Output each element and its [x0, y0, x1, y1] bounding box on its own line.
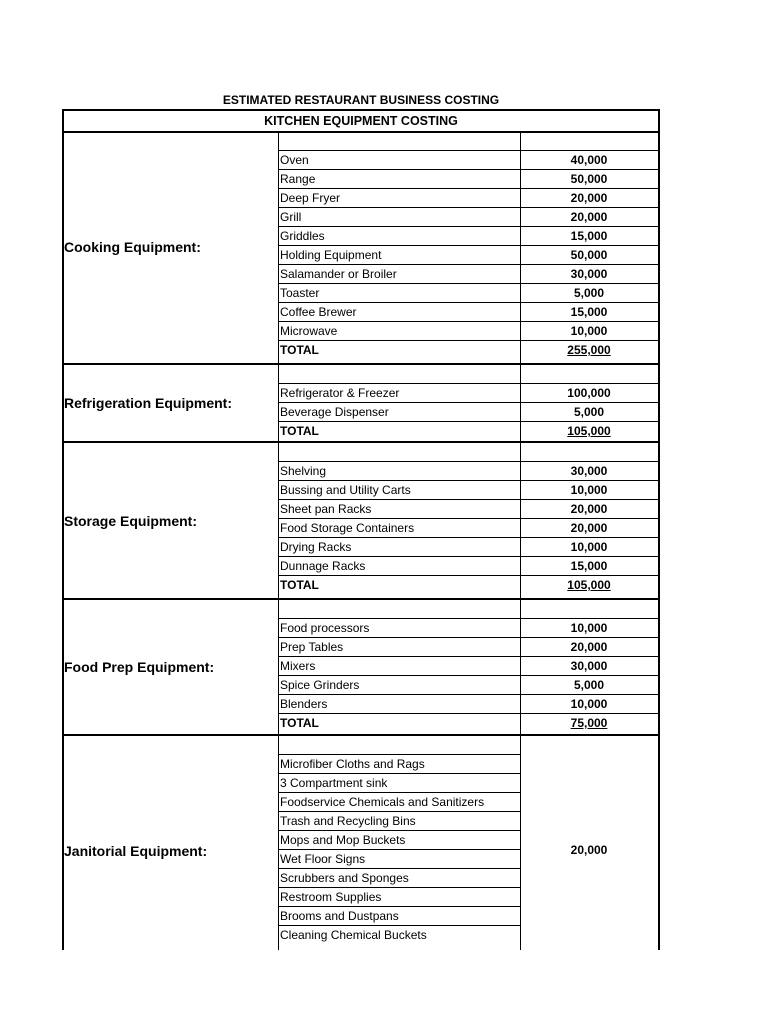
table-row: [278, 461, 658, 481]
total-value: 75,000: [570, 716, 608, 730]
table-row: [278, 480, 658, 500]
item-name: Holding Equipment: [280, 248, 382, 262]
section-cooking: [62, 131, 660, 365]
section-storage: [62, 443, 660, 600]
table-row: [278, 383, 658, 403]
item-name: Microwave: [280, 324, 338, 338]
table-row: [278, 226, 658, 246]
table-row: [278, 321, 658, 341]
item-name: Toaster: [280, 286, 320, 300]
item-name: Scrubbers and Sponges: [280, 871, 409, 885]
item-name: Wet Floor Signs: [280, 852, 366, 866]
table-row: [278, 150, 658, 170]
total-value: 255,000: [567, 343, 611, 357]
item-name: Deep Fryer: [280, 191, 341, 205]
item-cost: 5,000: [573, 678, 605, 692]
total-row: [278, 713, 658, 733]
total-row: [278, 340, 658, 360]
table-row: [278, 754, 520, 774]
table-row: [278, 556, 658, 576]
item-name: Spice Grinders: [280, 678, 360, 692]
total-value: 105,000: [567, 424, 611, 438]
category-label-janitorial: Janitorial Equipment:: [64, 843, 208, 859]
item-cost: 5,000: [573, 286, 605, 300]
category-label-food-prep: Food Prep Equipment:: [64, 659, 215, 675]
table-row: [278, 618, 658, 638]
total-label: TOTAL: [280, 424, 319, 438]
item-cost: 100,000: [567, 386, 611, 400]
item-name: Brooms and Dustpans: [280, 909, 399, 923]
item-cost: 40,000: [570, 153, 608, 167]
janitorial-cost: 20,000: [570, 843, 608, 857]
document-title: ESTIMATED RESTAURANT BUSINESS COSTING: [222, 93, 500, 107]
table-row: [278, 264, 658, 284]
item-name: 3 Compartment sink: [280, 776, 388, 790]
table-row: [278, 811, 520, 831]
item-name: Mops and Mop Buckets: [280, 833, 406, 847]
item-cost: 20,000: [570, 640, 608, 654]
item-name: Prep Tables: [280, 640, 344, 654]
item-cost: 15,000: [570, 229, 608, 243]
item-name: Mixers: [280, 659, 316, 673]
item-cost: 15,000: [570, 305, 608, 319]
total-label: TOTAL: [280, 343, 319, 357]
item-name: Sheet pan Racks: [280, 502, 372, 516]
item-name: Food Storage Containers: [280, 521, 415, 535]
table-row: [278, 537, 658, 557]
table-title: KITCHEN EQUIPMENT COSTING: [62, 109, 660, 133]
item-name: Shelving: [280, 464, 327, 478]
table-row: [278, 906, 520, 926]
table-row: [278, 169, 658, 189]
total-row: [278, 575, 658, 595]
table-row: [278, 792, 520, 812]
item-cost: 5,000: [573, 405, 605, 419]
item-name: Blenders: [280, 697, 328, 711]
item-name: Foodservice Chemicals and Sanitizers: [280, 795, 485, 809]
item-name: Oven: [280, 153, 309, 167]
item-name: Food processors: [280, 621, 370, 635]
item-name: Restroom Supplies: [280, 890, 382, 904]
item-name: Dunnage Racks: [280, 559, 366, 573]
item-cost: 20,000: [570, 521, 608, 535]
item-cost: 10,000: [570, 697, 608, 711]
total-value: 105,000: [567, 578, 611, 592]
item-cost: 30,000: [570, 659, 608, 673]
item-name: Coffee Brewer: [280, 305, 357, 319]
item-cost: 10,000: [570, 483, 608, 497]
item-cost: 20,000: [570, 191, 608, 205]
item-name: Refrigerator & Freezer: [280, 386, 400, 400]
item-cost: 30,000: [570, 464, 608, 478]
item-cost: 50,000: [570, 172, 608, 186]
total-label: TOTAL: [280, 716, 319, 730]
item-cost: 10,000: [570, 324, 608, 338]
item-cost: 10,000: [570, 540, 608, 554]
item-cost: 20,000: [570, 502, 608, 516]
item-name: Microfiber Cloths and Rags: [280, 757, 425, 771]
table-row: [278, 207, 658, 227]
table-row: [278, 283, 658, 303]
item-cost: 30,000: [570, 267, 608, 281]
table-row: [278, 188, 658, 208]
section-food-prep: [62, 600, 660, 736]
item-name: Cleaning Chemical Buckets: [280, 928, 427, 942]
item-name: Salamander or Broiler: [280, 267, 397, 281]
table-row: [278, 887, 520, 907]
table-row: [278, 245, 658, 265]
item-cost: 50,000: [570, 248, 608, 262]
table-row: [278, 773, 520, 793]
item-name: Bussing and Utility Carts: [280, 483, 411, 497]
category-label-cooking: Cooking Equipment:: [64, 239, 201, 255]
table-row: [278, 849, 520, 869]
category-label-storage: Storage Equipment:: [64, 512, 198, 529]
section-refrigeration: [62, 365, 660, 443]
item-cost: 15,000: [570, 559, 608, 573]
table-row: [278, 694, 658, 714]
section-janitorial: [62, 736, 660, 950]
table-row: [278, 637, 658, 657]
item-cost: 20,000: [570, 210, 608, 224]
table-row: [278, 868, 520, 888]
item-name: Grill: [280, 210, 302, 224]
total-label: TOTAL: [280, 578, 319, 592]
table-row: [278, 830, 520, 850]
table-row: [278, 499, 658, 519]
item-name: Range: [280, 172, 316, 186]
table-row: [278, 402, 658, 422]
table-row: [278, 656, 658, 676]
total-row: [278, 421, 658, 441]
item-name: Drying Racks: [280, 540, 352, 554]
item-name: Beverage Dispenser: [280, 405, 389, 419]
table-row: [278, 925, 520, 945]
item-cost: 10,000: [570, 621, 608, 635]
table-row: [278, 675, 658, 695]
category-label-refrigeration: Refrigeration Equipment:: [64, 395, 233, 411]
table-row: [278, 518, 658, 538]
item-name: Trash and Recycling Bins: [280, 814, 416, 828]
table-row: [278, 302, 658, 322]
item-name: Griddles: [280, 229, 325, 243]
